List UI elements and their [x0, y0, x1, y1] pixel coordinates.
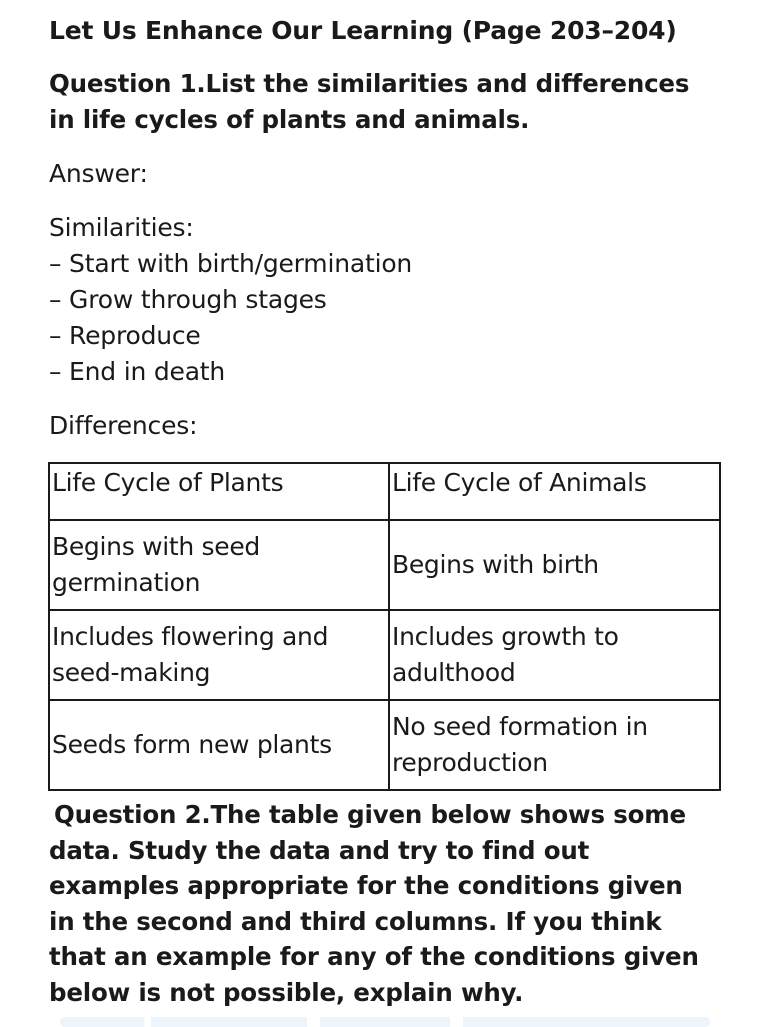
table-header-row — [49, 463, 720, 520]
table-cell-animals — [389, 610, 720, 700]
table-row — [49, 520, 720, 610]
partial-table-strip — [60, 1017, 710, 1027]
question-2-line: that an example for any of the conditions given — [49, 942, 699, 971]
answer-label: Answer: — [49, 159, 148, 188]
table-row — [49, 610, 720, 700]
section-heading: Let Us Enhance Our Learning (Page 203–204) — [49, 16, 677, 45]
column-header-animals: Life Cycle of Animals — [389, 463, 720, 520]
list-item: – Start with birth/germination — [49, 249, 413, 278]
table-cell-animals — [389, 700, 720, 790]
cell-line: Includes flowering and — [52, 622, 329, 651]
question-1-line-2: in life cycles of plants and animals. — [49, 104, 530, 134]
cell-line: reproduction — [392, 748, 548, 777]
table-row — [49, 700, 720, 790]
column-header-plants: Life Cycle of Plants — [49, 463, 389, 520]
question-1 — [49, 66, 739, 137]
cell-line: germination — [52, 568, 201, 597]
cell-line: No seed formation in — [392, 712, 648, 741]
question-2-line: below is not possible, explain why. — [49, 977, 524, 1007]
cell-line: Includes growth to — [392, 622, 619, 651]
table-cell-plants — [49, 520, 389, 610]
question-2-line: data. Study the data and try to find out — [49, 835, 590, 865]
cell-line: seed-making — [52, 658, 211, 687]
question-2-line: Question 2.The table given below shows some — [54, 800, 686, 829]
table-cell-plants — [49, 610, 389, 700]
question-1-line-1: Question 1.List the similarities and differences — [49, 69, 690, 98]
similarities-list — [49, 246, 412, 390]
cell-line: Seeds form new plants — [52, 730, 332, 759]
table-cell-plants — [49, 700, 389, 790]
list-item: – Reproduce — [49, 321, 201, 350]
differences-table — [48, 462, 721, 791]
cell-line: Begins with seed — [52, 532, 261, 561]
question-2-line: in the second and third columns. If you think — [49, 906, 662, 936]
cell-line: adulthood — [392, 658, 516, 687]
list-item: – Grow through stages — [49, 285, 327, 314]
question-2 — [49, 797, 739, 1010]
differences-label: Differences: — [49, 411, 198, 440]
question-2-line: examples appropriate for the conditions given — [49, 871, 683, 900]
list-item: – End in death — [49, 357, 226, 386]
similarities-label: Similarities: — [49, 213, 194, 242]
cell-line: Begins with birth — [392, 550, 599, 579]
table-cell-animals — [389, 520, 720, 610]
